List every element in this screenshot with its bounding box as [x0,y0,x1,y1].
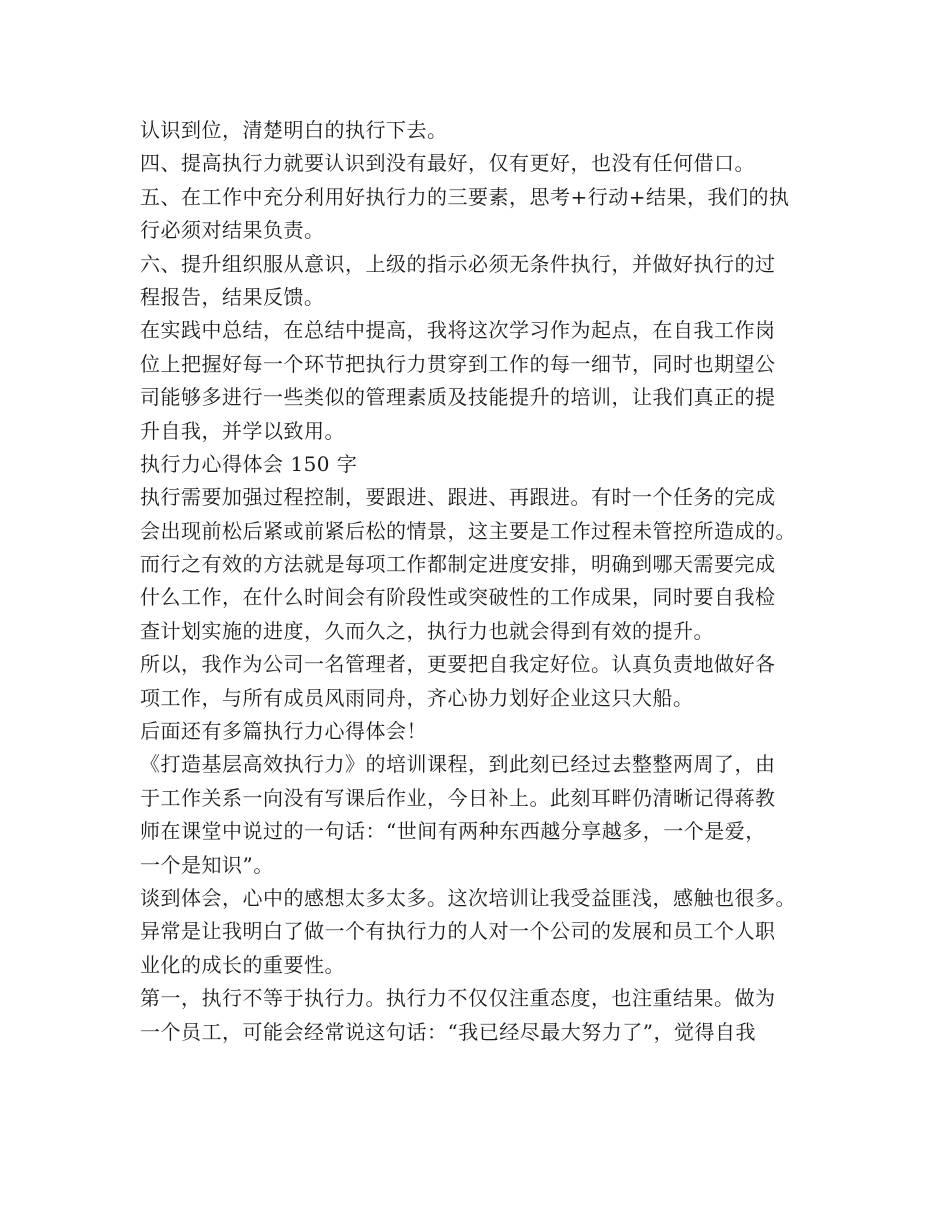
text-line: 业化的成长的重要性。 [140,952,345,977]
text-line: 谈到体会，心中的感想太多太多。这次培训让我受益匪浅，感触也很多。 [140,885,796,910]
text-line: 五、在工作中充分利用好执行力的三要素，思考+行动+结果，我们的执 [140,184,790,209]
text-line: 四、提高执行力就要认识到没有最好，仅有更好，也没有任何借口。 [140,151,755,176]
text-line: 项工作，与所有成员风雨同舟，齐心协力划好企业这只大船。 [140,685,694,710]
text-line: 第一，执行不等于执行力。执行力不仅仅注重态度，也注重结果。做为 [140,986,776,1011]
text-line: 后面还有多篇执行力心得体会！ [140,719,427,744]
text-line: 异常是让我明白了做一个有执行力的人对一个公司的发展和员工个人职 [140,919,776,944]
text-line: 程报告，结果反馈。 [140,284,325,309]
text-line: 《打造基层高效执行力》的培训课程，到此刻已经过去整整两周了，由 [140,752,776,777]
text-line: 而行之有效的方法就是每项工作都制定进度安排，明确到哪天需要完成 [140,552,776,577]
text-line: 执行需要加强过程控制，要跟进、跟进、再跟进。有时一个任务的完成 [140,485,776,510]
text-line: 行必须对结果负责。 [140,218,325,243]
text-line: 升自我，并学以致用。 [140,418,345,443]
text-line: 司能够多进行一些类似的管理素质及技能提升的培训，让我们真正的提 [140,385,776,410]
text-line: 师在课堂中说过的一句话：“世间有两种东西越分享越多，一个是爱， [140,819,766,844]
section-heading: 执行力心得体会 150 字 [140,451,358,476]
text-line: 六、提升组织服从意识，上级的指示必须无条件执行，并做好执行的过 [140,251,776,276]
document-body [140,114,830,1049]
text-line: 会出现前松后紧或前紧后松的情景，这主要是工作过程未管控所造成的。 [140,518,796,543]
text-line: 什么工作，在什么时间会有阶段性或突破性的工作成果，同时要自我检 [140,585,776,610]
text-line: 一个是知识”。 [140,852,274,877]
text-line: 于工作关系一向没有写课后作业，今日补上。此刻耳畔仍清晰记得蒋教 [140,785,776,810]
text-line: 认识到位，清楚明白的执行下去。 [140,118,448,142]
text-line: 查计划实施的进度，久而久之，执行力也就会得到有效的提升。 [140,618,714,643]
text-line: 在实践中总结，在总结中提高，我将这次学习作为起点，在自我工作岗 [140,318,776,343]
text-line: 一个员工，可能会经常说这句话：“我已经尽最大努力了”，觉得自我 [140,1019,756,1044]
text-line: 所以，我作为公司一名管理者，更要把自我定好位。认真负责地做好各 [140,652,776,677]
text-line: 位上把握好每一个环节把执行力贯穿到工作的每一细节，同时也期望公 [140,351,776,376]
